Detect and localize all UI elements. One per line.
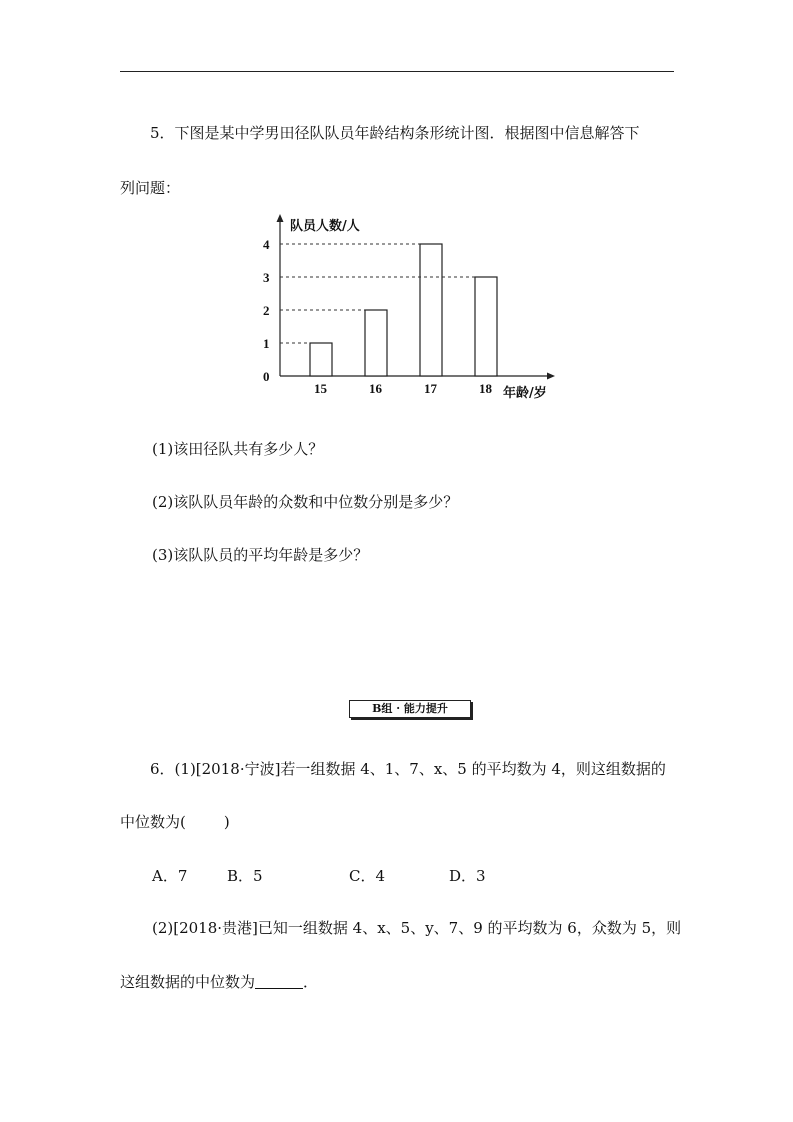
x-axis-title: 年龄/岁 — [503, 386, 547, 401]
x-tick-label-16: 16 — [369, 381, 382, 396]
x-axis-arrow — [547, 373, 555, 380]
q6-p1-suffix: ) — [223, 813, 230, 831]
option-b: B．5 — [227, 867, 263, 885]
q6-p1-prefix: 中位数为( — [120, 813, 186, 831]
q5-sub3: (3)该队队员的平均年龄是多少？ — [152, 546, 369, 564]
x-tick-label-15: 15 — [314, 381, 327, 396]
bar-18 — [475, 277, 497, 376]
q6-p1-line2 — [120, 812, 230, 832]
q6-p2-line2 — [120, 972, 318, 992]
q6-p2-line1: (2)[2018·贵港]已知一组数据 4、x、5、y、7、9 的平均数为 6，众数为 5，则 — [152, 919, 682, 937]
bar-16 — [365, 310, 387, 376]
option-c: C．4 — [349, 867, 386, 885]
bar-15 — [310, 343, 332, 376]
age-bar-chart — [255, 208, 565, 408]
option-a: A．7 — [152, 867, 188, 885]
q6-p2-suffix: ． — [303, 973, 319, 991]
y-tick-label-4: 4 — [263, 237, 270, 252]
q6-p1-line1: 6．(1)[2018·宁波]若一组数据 4、1、7、x、5 的平均数为 4，则这组数据的 — [150, 760, 666, 778]
x-tick-label-17: 17 — [424, 381, 437, 396]
y-tick-label-3: 3 — [263, 270, 270, 285]
header-rule — [120, 71, 674, 72]
y-tick-label-2: 2 — [263, 303, 270, 318]
q5-line2: 列问题： — [120, 179, 181, 197]
bar-17 — [420, 244, 442, 376]
y-tick-label-1: 1 — [263, 336, 270, 351]
section-tag: B组 · 能力提升 — [349, 700, 471, 718]
y-axis-arrow — [277, 214, 284, 222]
y-axis-title: 队员人数/人 — [290, 219, 360, 234]
answer-blank — [255, 974, 303, 989]
y-tick-label-0: 0 — [263, 369, 270, 384]
x-tick-label-18: 18 — [479, 381, 492, 396]
q5-sub2: (2)该队队员年龄的众数和中位数分别是多少？ — [152, 493, 459, 511]
q5-sub1: (1)该田径队共有多少人？ — [152, 440, 324, 458]
q6-p2-prefix: 这组数据的中位数为 — [120, 973, 256, 991]
option-d: D．3 — [449, 867, 486, 885]
q5-line1: 5．下图是某中学男田径队队员年龄结构条形统计图．根据图中信息解答下 — [150, 124, 640, 142]
